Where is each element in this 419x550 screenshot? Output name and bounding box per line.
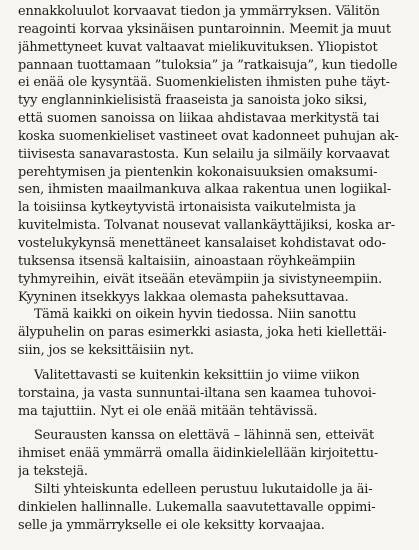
text-line: tyhmyreihin, eivät itseään etevämpiin ja sivistyneempiin. [18,271,383,287]
text-line: torstaina, ja vasta sunnuntai-iltana sen kaamea tuhovoi- [18,385,377,401]
text-line: selle ja ymmärrykselle ei ole keksitty korvaajaa. [18,517,325,533]
paragraph-3 [18,367,405,421]
text-line: reagointi korvaa yksinäisen puntaroinnin. Meemit ja muut [18,21,391,37]
text-line: että suomen sanoissa on liikaa ahdistavaa merkitystä tai [18,111,380,127]
text-line: koska suomenkieliset vastineet ovat kadonneet puhujan ak- [18,128,399,144]
text-line: la toisiinsa kytkeytyvistä irtonaisista vaikutelmista ja [18,200,356,216]
text-line: jähmettyneet kuvat valtaavat mielikuvituksen. Yliopistot [18,39,378,55]
paragraph-2 [18,306,405,360]
text-line: siin, jos se keksittäisiin nyt. [18,343,194,359]
text-line: Kyyninen itsekkyys lakkaa olemasta paheksuttavaa. [18,289,349,305]
text-line: ihmiset enää ymmärrä omalla äidinkielellään kirjoitettu- [18,446,379,462]
text-line: vostelukykynsä menettäneet kansalaiset kohdistavat odo- [18,235,386,251]
text-line: ma tajuttiin. Nyt ei ole enää mitään tehtävissä. [18,403,318,419]
text-line: tuksensa itsensä kaltaisiin, ainoastaan röyhkeämpiin [18,253,356,269]
text-line: kuvitelmista. Tolvanat nousevat vallankäyttäjiksi, koska ar- [18,218,395,234]
text-line: tyy englanninkielisistä fraaseista ja sanoista joko siksi, [18,93,368,109]
text-line: ja tekstejä. [18,464,88,480]
text-line: Valitettavasti se kuitenkin keksittiin jo viime viikon [34,367,360,383]
text-line: perehtymisen ja pientenkin kokonaisuuksien omaksumi- [18,164,378,180]
text-line: Seurausten kanssa on elettävä – lähinnä sen, etteivät [34,428,375,444]
text-line: Silti yhteiskunta edelleen perustuu lukutaidolle ja äi- [34,481,373,497]
text-line: älypuhelin on paras esimerkki asiasta, joka heti kiellettäi- [18,325,387,341]
text-line: sen, ihmisten maailmankuva alkaa rakentua unen logiikal- [18,182,392,198]
text-line: Tämä kaikki on oikein hyvin tiedossa. Niin sanottu [34,307,357,323]
paragraph-1 [18,3,405,306]
text-line: ei enää ole kysyntää. Suomenkielisten ihmisten puhe täyt- [18,75,390,91]
paragraph-5 [18,481,405,535]
text-line: pannaan tuottamaan ”tuloksia” ja ”ratkaisuja”, kun tiedolle [18,57,398,73]
text-line: ennakkoluulot korvaavat tiedon ja ymmärryksen. Välitön [18,4,380,19]
text-line: tiivisesta sanavarastosta. Kun selailu ja silmäily korvaavat [18,146,390,162]
paragraph-4 [18,427,405,481]
paragraph-spacer [18,360,405,367]
paragraph-spacer [18,420,405,427]
text-line: dinkielen hallinnalle. Lukemalla saavutettavalle oppimi- [18,499,376,515]
